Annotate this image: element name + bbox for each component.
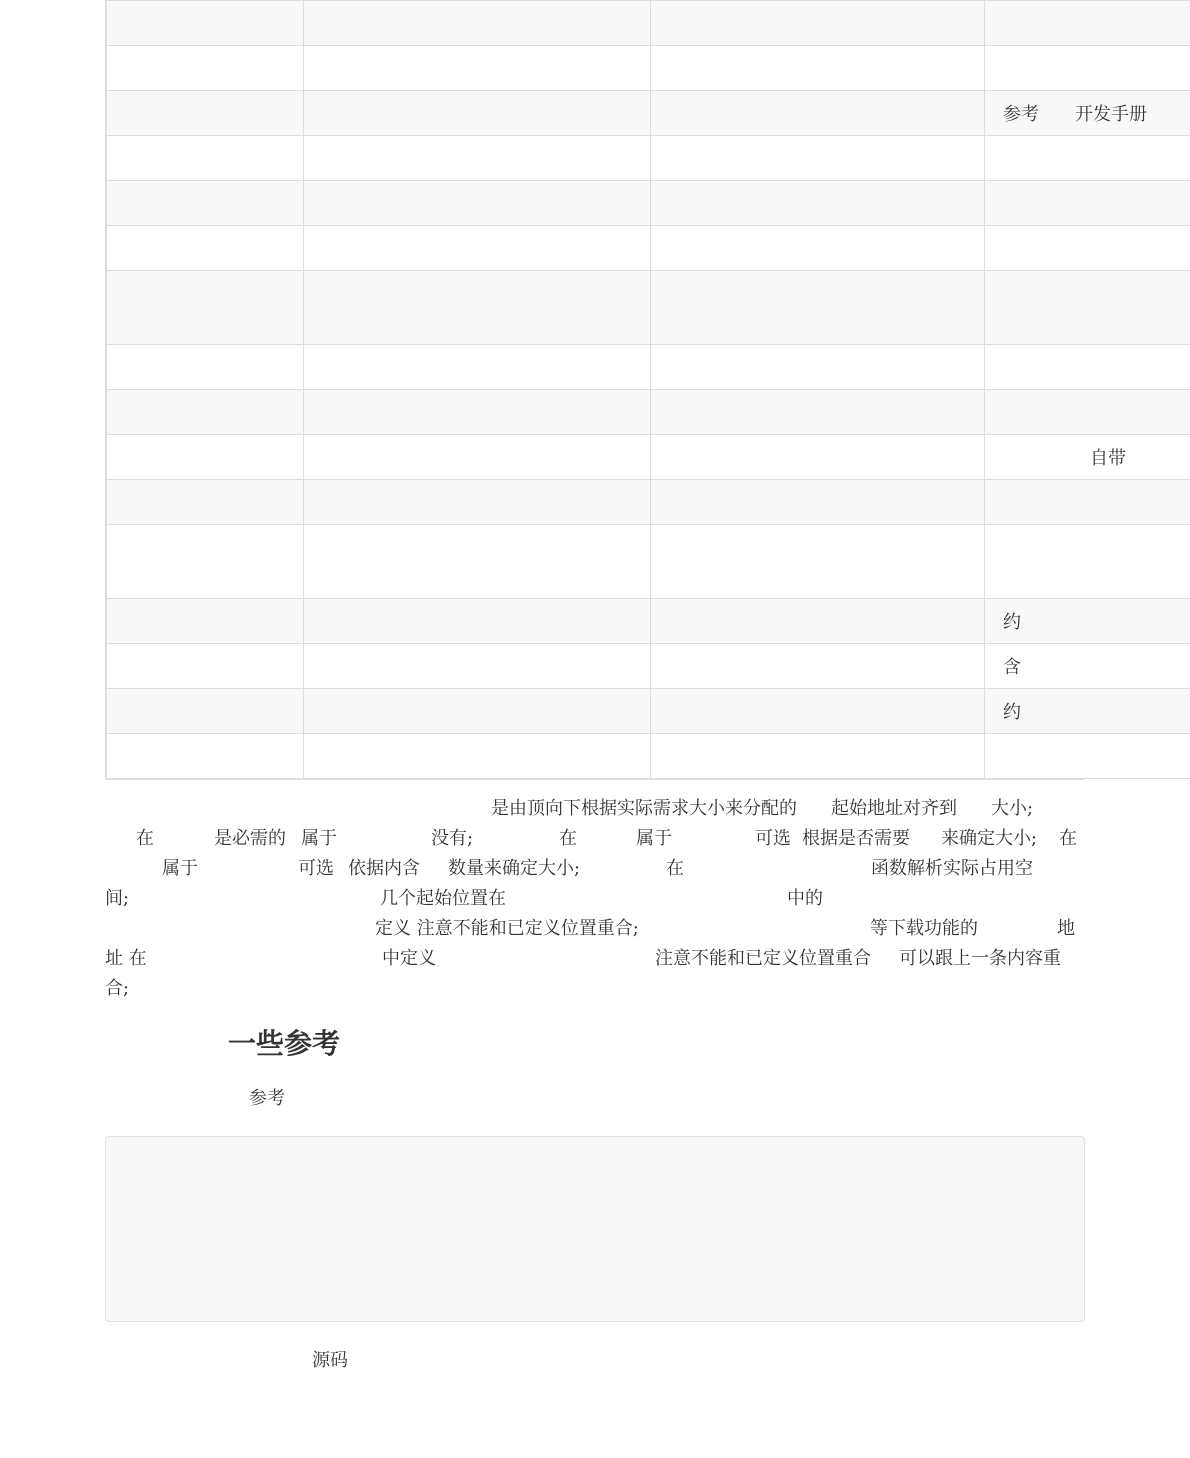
text-fragment: 中定义 bbox=[382, 948, 436, 969]
table-cell bbox=[985, 345, 1190, 390]
table-cell bbox=[985, 181, 1190, 226]
table-cell bbox=[304, 345, 651, 390]
source-link[interactable]: 源码 bbox=[312, 1350, 348, 1371]
text-fragment: 是必需的 bbox=[214, 828, 286, 849]
table-row bbox=[107, 136, 1190, 181]
table-cell bbox=[107, 435, 304, 480]
text-fragment: 数量来确定大小; bbox=[448, 858, 581, 879]
table-row bbox=[107, 1, 1190, 46]
table-row bbox=[107, 525, 1190, 599]
section-heading: 一些参考 bbox=[228, 1027, 341, 1060]
table-cell bbox=[304, 480, 651, 525]
table-cell bbox=[651, 644, 985, 689]
table-cell: 参考 开发手册 bbox=[985, 91, 1190, 136]
table-cell bbox=[107, 525, 304, 599]
table-cell bbox=[985, 271, 1190, 345]
table-cell bbox=[651, 1, 985, 46]
table-cell: 约 bbox=[985, 689, 1190, 734]
reference-link[interactable]: 参考 bbox=[249, 1088, 285, 1109]
table-cell bbox=[651, 435, 985, 480]
table-cell bbox=[304, 91, 651, 136]
table-cell bbox=[651, 46, 985, 91]
table-cell bbox=[304, 226, 651, 271]
table-cell bbox=[985, 734, 1190, 779]
table-cell bbox=[304, 181, 651, 226]
table-cell bbox=[304, 599, 651, 644]
table-cell bbox=[985, 46, 1190, 91]
table-cell bbox=[107, 136, 304, 181]
text-fragment: 属于 bbox=[162, 858, 198, 879]
table-cell bbox=[107, 734, 304, 779]
table-cell bbox=[651, 390, 985, 435]
table-cell bbox=[985, 525, 1190, 599]
text-fragment: 起始地址对齐到 bbox=[831, 798, 957, 819]
table-cell bbox=[107, 1, 304, 46]
table-cell bbox=[304, 136, 651, 181]
text-fragment: 没有; bbox=[431, 828, 474, 849]
table-row bbox=[107, 734, 1190, 779]
table-cell bbox=[107, 181, 304, 226]
table-cell bbox=[107, 599, 304, 644]
table-cell bbox=[107, 689, 304, 734]
text-fragment: 在 bbox=[559, 828, 577, 849]
table-cell bbox=[107, 271, 304, 345]
table-cell bbox=[651, 226, 985, 271]
table-row bbox=[107, 226, 1190, 271]
table-cell bbox=[107, 46, 304, 91]
table-row bbox=[107, 689, 1190, 734]
table-cell bbox=[304, 525, 651, 599]
table-cell bbox=[985, 480, 1190, 525]
table-cell bbox=[304, 435, 651, 480]
table-cell bbox=[651, 525, 985, 599]
text-fragment: 大小; bbox=[991, 798, 1034, 819]
code-block bbox=[105, 1136, 1085, 1322]
table-cell bbox=[651, 181, 985, 226]
text-fragment: 来确定大小; bbox=[941, 828, 1038, 849]
text-fragment: 在 bbox=[666, 858, 684, 879]
text-fragment: 可选 bbox=[298, 858, 334, 879]
text-fragment: 可选 bbox=[755, 828, 791, 849]
paragraph-line bbox=[105, 884, 1080, 914]
table-cell bbox=[985, 226, 1190, 271]
table-cell: 约 bbox=[985, 599, 1190, 644]
table-cell bbox=[107, 390, 304, 435]
table-cell bbox=[651, 689, 985, 734]
paragraph-line bbox=[105, 824, 1080, 854]
table-cell bbox=[107, 480, 304, 525]
table-row bbox=[107, 271, 1190, 345]
table-cell bbox=[107, 226, 304, 271]
text-fragment: 可以跟上一条内容重 bbox=[899, 948, 1061, 969]
text-fragment: 依据内含 bbox=[348, 858, 420, 879]
text-fragment: 根据是否需要 bbox=[802, 828, 910, 849]
table-cell bbox=[985, 1, 1190, 46]
table-cell: 自带 bbox=[985, 435, 1190, 480]
table-row bbox=[107, 480, 1190, 525]
table-row bbox=[107, 435, 1190, 480]
text-fragment: 间; bbox=[105, 888, 130, 909]
table-cell bbox=[651, 136, 985, 181]
table-row bbox=[107, 46, 1190, 91]
table-cell bbox=[304, 46, 651, 91]
text-fragment: 合; bbox=[105, 978, 130, 999]
table-cell bbox=[107, 91, 304, 136]
table-row bbox=[107, 181, 1190, 226]
paragraph-line bbox=[105, 794, 1080, 824]
text-fragment: 地 bbox=[1057, 918, 1075, 939]
table-cell bbox=[304, 390, 651, 435]
text-fragment: 是由顶向下根据实际需求大小来分配的 bbox=[491, 798, 797, 819]
table-row bbox=[107, 390, 1190, 435]
table-cell bbox=[651, 734, 985, 779]
table-row bbox=[107, 345, 1190, 390]
text-fragment: 属于 bbox=[301, 828, 337, 849]
table-cell bbox=[304, 271, 651, 345]
text-fragment: 注意不能和已定义位置重合 bbox=[655, 948, 871, 969]
text-fragment: 函数解析实际占用空 bbox=[871, 858, 1033, 879]
text-fragment: 在 bbox=[1059, 828, 1077, 849]
table-cell: 含 bbox=[985, 644, 1190, 689]
text-fragment: 在 bbox=[136, 828, 154, 849]
table-cell bbox=[651, 271, 985, 345]
table-cell bbox=[651, 480, 985, 525]
register-table bbox=[105, 0, 1147, 780]
table-cell bbox=[651, 345, 985, 390]
table-cell bbox=[304, 734, 651, 779]
text-fragment: 中的 bbox=[787, 888, 823, 909]
text-fragment: 址 在 bbox=[105, 948, 147, 969]
paragraph-line bbox=[105, 854, 1080, 884]
table-row bbox=[107, 644, 1190, 689]
text-fragment: 等下载功能的 bbox=[870, 918, 978, 939]
paragraph-line bbox=[105, 914, 1080, 944]
body-paragraph bbox=[105, 794, 1080, 1004]
table-cell bbox=[107, 345, 304, 390]
text-fragment: 属于 bbox=[636, 828, 672, 849]
table-row bbox=[107, 599, 1190, 644]
table-cell bbox=[304, 1, 651, 46]
text-fragment: 几个起始位置在 bbox=[380, 888, 506, 909]
text-fragment: 定义 注意不能和已定义位置重合; bbox=[375, 918, 639, 939]
paragraph-line bbox=[105, 974, 1080, 1004]
table-cell bbox=[304, 689, 651, 734]
paragraph-line bbox=[105, 944, 1080, 974]
table-cell bbox=[985, 390, 1190, 435]
table-cell bbox=[651, 599, 985, 644]
table-cell bbox=[107, 644, 304, 689]
table-cell bbox=[304, 644, 651, 689]
table-cell bbox=[651, 91, 985, 136]
table-row bbox=[107, 91, 1190, 136]
table-cell bbox=[985, 136, 1190, 181]
